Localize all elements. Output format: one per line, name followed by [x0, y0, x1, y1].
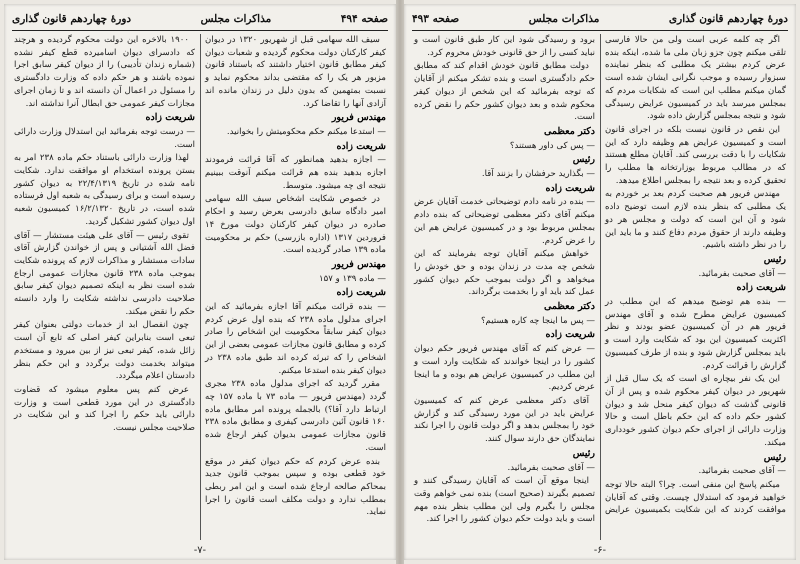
paragraph: اینجا موقع آن است که آقایان رسیدگی کنند و تصمیم بگیرند (صحیح است) بنده نمی خواهم وقت مجلس را بگیرم ولی این مطلب بنظر بنده مهم است و باید دولت حکم دیوان کشور را اجرا کند.: [414, 476, 595, 525]
paragraph: مقرر گردید که اجرای مدلول ماده ۲۳۸ مجری گردد (مهندس فریور — ماده ۷۳ با ماده ۱۵۷ چه ارتباط دارد آقا؟) بالجمله پرونده امر مطابق ماده ۱۶۰ قانون آئین دادرسی کیفری و مطابق ماده ۲۳۸ قانون مجازات عمومی بدیوان کیفر ارجاع شده است.: [205, 379, 387, 453]
page-number: صفحه ۴۹۳: [412, 13, 460, 25]
speaker-text: آقای صحبت بفرمائید.: [698, 466, 775, 477]
speaker-name: مهندس فریور: [331, 258, 386, 270]
speaker-remark: رئیس — بگذارید حرفشان را بزنند آقا.: [414, 154, 595, 180]
paragraph: این یک نفر بیچاره ای است که یک سال قبل از شهریور در دیوان کیفر محکوم شده و پس از آن قانونی گذشت که دیوان کیفر منحل شد و دیوان کشور حکم داده که این حکم باطل است و حالا وزارت دارائی از اجرای حکم دیوان کشور خودداری میکند.: [605, 374, 786, 448]
speaker-name: رئیس: [763, 451, 786, 463]
left-page: [4, 4, 396, 560]
speaker-remark: مهندس فریور — استدعا میکنم حکم محکومیتش را بخوانید.: [205, 112, 386, 138]
paragraph: عرض کنم پس معلوم میشود که قضاوت دادگستری در این مورد قطعی است و وزارت دارائی باید حکم را اجرا کند و این شکایت در صلاحیت مجلس نیست.: [14, 384, 195, 434]
right-page: [404, 4, 796, 560]
paragraph: آقای دکتر معظمی عرض کنم که کمیسیون عرایض باید در این مورد رسیدگی کند و گزارش خود را بمجلس بدهد و اگر دولت قانون را اجرا نکند نمایندگان حق دارند سوال کنند.: [414, 395, 595, 445]
speaker-text: آقای صحبت بفرمائید.: [698, 268, 775, 279]
speaker-text: درست توجه بفرمائید این استدلال وزارت دارائی است.: [14, 126, 195, 150]
speaker-name: رئیس: [572, 447, 595, 459]
speaker-name: مهندس فریور: [331, 112, 386, 124]
speaker-text: بنده در نامه دادم توضیحاتی خدمت آقایان عرض میکنم آقای دکتر معظمی توضیحاتی که بنده دادم بمجلس مربوط بود و در کمیسیون عرایض هم این را عرض کردم.: [414, 197, 595, 246]
speaker-text: بگذارید حرفشان را بزنند آقا.: [481, 169, 584, 180]
speaker-name: شریعت زاده: [145, 112, 195, 124]
paragraph: سیف الله سهامی قبل از شهریور ۱۳۲۰ در دیوان کیفر کارکنان دولت محکوم گردیده و شعبات دیوان کیفر مطابق قانون اختیار داشتند که باستناد قانون مزبور هر یک را که مقتضی بداند محکوم نماید و نسبت بمتهمین که بدون دلیل در زندان مانده اند آزادی آنها را تقاضا کرد.: [205, 35, 386, 109]
paragraph: ۱۹۰۰ بالاخره این دولت محکوم گردیده و هرچند که دادسرای دیوان اسامیرده قطع کیفر نشده (شماره زندان تأدیبی) را از دیوان کیفر سابق اجرا نموده باشند و هر حکم داده که وزارت دادگستری را مسئول در اعمال آن دانسته اند و تا زمان اجرای مجازات کیفر عمومی حق ابطال آنرا نداشته اند.: [14, 35, 195, 109]
speaker-remark: رئیس — آقای صحبت بفرمائید.: [605, 452, 786, 478]
book-gutter: [396, 0, 404, 564]
speaker-name: رئیس: [763, 253, 786, 265]
page-footer: -۶-: [593, 545, 607, 556]
paragraph: میکنم پاسخ این منفی است. چرا؟ البته حالا توجه خواهید فرمود که استدلال چیست. وقتی که آقایان موافقت کردند که این شکایت بکمیسیون عرایض برود و رسیدگی شود این کار طبق قانون است و نباید کسی را از حق قانونی خودش محروم کرد.: [414, 35, 786, 516]
session-title: مذاکرات مجلس: [528, 13, 600, 25]
speaker-text: پس کی داور هستند؟: [509, 140, 584, 151]
speaker-name: شریعت زاده: [336, 140, 386, 152]
speaker-text: اجازه بدهید همانطور که آقا قرائت فرمودند اجازه بدهید بنده هم قرائت میکنم آنوقت ببینیم نتیجه ای چه میشود. متوسط.: [205, 155, 386, 191]
speaker-remark: دکتر معظمی — پس کی داور هستند؟: [414, 126, 595, 152]
speaker-text: بنده هم توضیح میدهم که این مطلب در کمیسیون عرایض مطرح شده و آقای مهندس فریور هم در آن کمیسیون عضو بودند و نظر اکثریت کمیسیون این بود که شکایت وارد است و باید بمجلس گزارش شود و بنده از طرف کمیسیون گزارش را قرائت کردم.: [605, 297, 786, 371]
paragraph: چون انفصال ابد از خدمات دولتی بعنوان کیفر تبعی است بنابراین کیفر اصلی که تابع آن است زائل شده، کیفر تبعی نیز از بین میرود و مستخدم میتواند بخدمت دولت برگردد و این حکم بنظر دادستان اعلام میگردد.: [14, 320, 195, 382]
term-title: دورهٔ چهاردهم قانون گذاری: [668, 13, 788, 25]
speaker-name: دکتر معظمی: [543, 125, 595, 137]
speaker-remark: شریعت زاده — بنده در نامه دادم توضیحاتی خدمت آقایان عرض میکنم آقای دکتر معظمی توضیحاتی که بنده دادم بمجلس مربوط بود و در کمیسیون عرایض هم این را عرض کردم.: [414, 182, 595, 246]
paragraph: خواهش میکنم آقایان توجه بفرمایند که این شخص چه مدت در زندان بوده و حق خودش را میخواهد و اگر دولت بموجب حکم دیوان کشور عمل کند باید او را بخدمت برگرداند.: [414, 249, 595, 298]
speaker-name: شریعت زاده: [736, 282, 786, 294]
speaker-text: آقای صحبت بفرمائید.: [507, 462, 584, 473]
speaker-remark: مهندس فریور — ماده ۱۳۹ و ۱۵۷: [205, 259, 386, 285]
page-body: [14, 34, 386, 540]
speaker-remark: شریعت زاده — اجازه بدهید همانطور که آقا قرائت فرمودند اجازه بدهید بنده هم قرائت میکنم آنوقت ببینیم نتیجه ای چه میشود. متوسط.: [205, 140, 386, 191]
speaker-name: شریعت زاده: [545, 329, 595, 341]
page-header: [412, 10, 788, 31]
page-body: [414, 34, 786, 540]
speaker-remark: رئیس — آقای صحبت بفرمائید.: [414, 448, 595, 474]
speaker-remark: رئیس — آقای صحبت بفرمائید.: [605, 254, 786, 280]
session-title: مذاکرات مجلس: [200, 13, 272, 25]
speaker-text: عرض کنم که آقای مهندس فریور حکم دیوان کشور را در اینجا خواندند که شکایت وارد است و این مطلب در کمیسیون عرایض هم بوده و ما اینجا عرض کردیم.: [414, 344, 595, 393]
speaker-remark: دکتر معظمی — پس ما اینجا چه کاره هستیم؟: [414, 301, 595, 327]
paragraph: لهذا وزارت دارائی باستناد حکم ماده ۲۳۸ امر به بستن پرونده استخدام او موافقت ندارد. شکایت نامه شده در تاریخ ۲۲/۴/۱۳۱۹ به دیوان کشور رسیده است و برای رسیدگی به شعبه اول فرستاده شده است، در تاریخ ۱۶/۲/۱۳۲۰ کمیسیون شعبه اول دیوان کشور تشکیل گردید.: [14, 153, 195, 227]
paragraph: در خصوص شکایت اشخاص سیف الله سهامی امیر دادگاه سابق دادرسی بعرض رسید و احکام صادره در دیوان کیفر کارکنان دولت مورخ ۱۴ فروردین ۱۳۱۷ (اداره بازرسی) حکم بر محکومیت ماده ۱۳۹ صادر گردیده است.: [205, 194, 386, 256]
speaker-remark: شریعت زاده — درست توجه بفرمائید این استدلال وزارت دارائی است.: [14, 112, 195, 150]
speaker-text: پس ما اینجا چه کاره هستیم؟: [480, 315, 584, 326]
paragraph: بنده عرض کردم که حکم دیوان کیفر در موقع خود قطعی بوده و سپس بموجب قانون جدید بمحاکم صالحه ارجاع شده است و این امر ربطی بمطلب ندارد و دولت مکلف است قانون را اجرا نماید.: [205, 456, 386, 518]
page-number: صفحه ۴۹۴: [340, 13, 388, 25]
page-footer: -۷-: [193, 545, 207, 556]
paragraph: مهندس فریور هم صحبت کردم بعد بر خوردم به یک مطلبی که بنظر بنده لازم است توضیح داده شود و آن این است که دولت و مجلس هر دو وظیفه دارند از حقوق مردم دفاع کنند و ما باید این را در نظر داشته باشیم.: [605, 189, 786, 251]
speaker-remark: شریعت زاده — بنده قرائت میکنم آقا اجازه بفرمائید که این اجرای مدلول ماده ۲۳۸ که بنده اول عرض کردم دیوان کیفر سابقاً محکومیت این اشخاص را صادر کرده و مطابق قانون مجازات عمومی بعضی از این اشخاص را که تبرئه کرده اند طبق ماده ۲۳۸ در دیوان کیفر بنده استدعا میکنم.: [205, 287, 387, 376]
speaker-name: دکتر معظمی: [543, 301, 595, 313]
speaker-name: شریعت زاده: [545, 182, 595, 194]
speaker-text: بنده قرائت میکنم آقا اجازه بفرمائید که این اجرای مدلول ماده ۲۳۸ که بنده اول عرض کردم دیوان کیفر سابقاً محکومیت این اشخاص را صادر کرده و مطابق قانون مجازات عمومی بعضی از این اشخاص را که تبرئه کرده اند طبق ماده ۲۳۸ در دیوان کیفر بنده استدعا میکنم.: [205, 302, 386, 376]
speaker-text: استدعا میکنم حکم محکومیتش را بخوانید.: [226, 126, 375, 137]
speaker-remark: شریعت زاده — بنده هم توضیح میدهم که این مطلب در کمیسیون عرایض مطرح شده و آقای مهندس فریور هم در آن کمیسیون عضو بودند و نظر اکثریت کمیسیون این بود که شکایت وارد است و باید بمجلس گزارش شود و بنده از طرف کمیسیون گزارش را قرائت کردم.: [605, 282, 786, 371]
speaker-text: ماده ۱۳۹ و ۱۵۷: [319, 273, 375, 284]
speaker-name: رئیس: [572, 154, 595, 166]
paragraph: تقوی رئیس — آقای علی هیئت مستشار — آقای فضل الله آشتیانی و پس از خواندن گزارش آقای سادات مستشار و مذاکرات لازم که پرونده شکایت بموجب ماده ۲۳۸ قانون مجازات عمومی ارجاع شده است نظر به اینکه تصمیم دیوان کیفر سابق صلاحیت دادرسی نداشته شکایت را وارد دانسته حکم را نقض میکند.: [14, 230, 195, 317]
speaker-remark: شریعت زاده — عرض کنم که آقای مهندس فریور حکم دیوان کشور را در اینجا خواندند که شکایت وارد است و این مطلب در کمیسیون عرایض هم بوده و ما اینجا عرض کردیم.: [414, 329, 595, 393]
paragraph: اگر چه کلمه عربی است ولی من حالا فارسی تلقی میکنم چون جزو زبان ملی ما شده، اینکه بنده عرض کردم بیشتر یک مطلبی که بنظر نماینده سبزوار رسیده و موجب نگرانی ایشان شده است گمان میکنم مطلب این است که شکایات مردم که بمجلس میرسد باید در کمیسیون عرایض رسیدگی شود و نتیجه بمجلس گزارش داده شود.: [605, 35, 786, 122]
paragraph: این نقص در قانون نیست بلکه در اجرای قانون است و کمیسیون عرایض هم وظیفه دارد که این شکایات را با دقت بررسی کند. آقایان مطلع هستند که در مطالب مربوط بوزارتخانه ها مطلب را تحقیق کرده و بعد نتیجه را بمجلس اطلاع میدهد.: [605, 124, 786, 186]
paragraph: دولت مطابق قانون خودش اقدام کند که مطابق حکم دادگستری است و بنده تشکر میکنم از آقایان که توجه بفرمائید که این شخص از دیوان کیفر محکوم شده و بعد دیوان کشور حکم را نقض کرده است.: [414, 61, 595, 123]
term-title: دورهٔ چهاردهم قانون گذاری: [12, 13, 132, 25]
speaker-name: شریعت زاده: [336, 287, 386, 299]
page-header: [12, 10, 388, 31]
